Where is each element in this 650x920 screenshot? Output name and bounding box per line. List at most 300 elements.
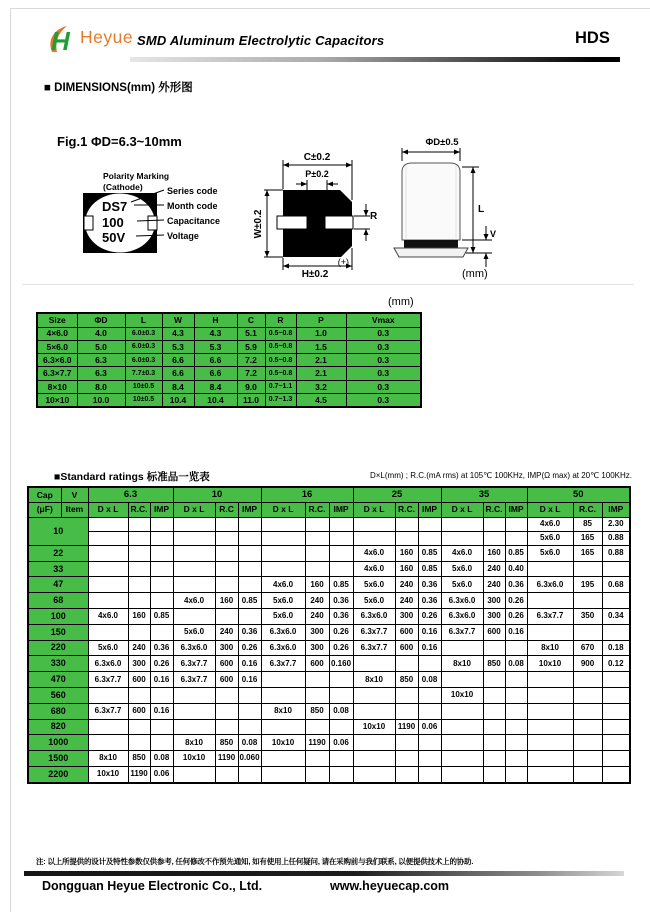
rating-cell: 8x10 [261, 703, 305, 719]
rating-cell [573, 766, 602, 783]
cap-header-unit: (μF) [28, 502, 61, 517]
rating-cell [88, 735, 128, 751]
cap-value-cell: 22 [28, 545, 88, 561]
dim-cell: 6.6 [162, 367, 194, 380]
rating-cell: 0.060 [238, 751, 261, 767]
dim-col-header: H [194, 313, 237, 327]
dim-cell: 5.9 [237, 340, 265, 353]
rating-cell [128, 545, 150, 561]
item-header-label: Item [61, 502, 88, 517]
rating-cell [238, 609, 261, 625]
rating-cell [88, 577, 128, 593]
rating-cell: 6.3x6.0 [441, 593, 483, 609]
heyue-logo [44, 24, 133, 56]
rating-cell [88, 593, 128, 609]
rating-cell [261, 517, 305, 531]
ratings-row [28, 577, 630, 593]
voltage-header: 50 [527, 487, 630, 502]
rating-cell: 0.08 [329, 703, 353, 719]
rating-cell: 240 [305, 609, 329, 625]
dim-cell: 7.2 [237, 367, 265, 380]
rating-cell [483, 719, 505, 735]
dim-cell: 8.0 [77, 380, 125, 393]
rating-subheader: D x L [353, 502, 395, 517]
rating-cell: 0.36 [329, 593, 353, 609]
rating-cell: 6.3x7.7 [353, 624, 395, 640]
rating-cell [505, 672, 527, 688]
cap-value-cell: 560 [28, 687, 88, 703]
dim-cell: 6.3×6.0 [37, 354, 77, 367]
dim-col-header: Size [37, 313, 77, 327]
rating-cell [527, 561, 573, 577]
rating-cell: 670 [573, 640, 602, 656]
rating-cell [305, 687, 329, 703]
rating-cell [261, 545, 305, 561]
rating-cell [88, 687, 128, 703]
rating-cell: 0.18 [602, 640, 630, 656]
polarity-title-1: Polarity Marking [103, 171, 170, 181]
dim-col-header: L [125, 313, 162, 327]
rating-cell [353, 517, 395, 531]
rating-cell [215, 531, 238, 545]
rating-cell: 4x6.0 [261, 577, 305, 593]
rating-cell: 5x6.0 [527, 531, 573, 545]
rating-cell: 5x6.0 [261, 593, 305, 609]
ratings-row [28, 751, 630, 767]
dim-cell: 4.0 [77, 327, 125, 340]
rating-cell [527, 624, 573, 640]
rating-cell [505, 719, 527, 735]
rating-cell [353, 735, 395, 751]
rating-cell: 300 [395, 609, 418, 625]
rating-cell [215, 703, 238, 719]
rating-cell: 1190 [305, 735, 329, 751]
rating-cell [215, 766, 238, 783]
dim-cell: 4.3 [162, 327, 194, 340]
footer-rule [24, 871, 624, 876]
rating-cell: 8x10 [173, 735, 215, 751]
rating-cell: 0.36 [505, 577, 527, 593]
rating-cell [238, 577, 261, 593]
dim-cell: 5.0 [77, 340, 125, 353]
voltage-header: 16 [261, 487, 353, 502]
ratings-row [28, 593, 630, 609]
rating-cell [505, 531, 527, 545]
callout-capacitance: Capacitance [167, 216, 221, 226]
rating-cell: 0.36 [418, 593, 441, 609]
rating-subheader: IMP [505, 502, 527, 517]
dim-cell: 6.6 [194, 354, 237, 367]
rating-cell: 8x10 [441, 656, 483, 672]
rating-cell [261, 719, 305, 735]
series-code: HDS [575, 29, 610, 47]
voltage-header: 6.3 [88, 487, 173, 502]
rating-cell [505, 766, 527, 783]
rating-cell: 0.26 [329, 640, 353, 656]
rating-cell [573, 751, 602, 767]
dim-cell: 6.6 [162, 354, 194, 367]
rating-cell: 0.16 [238, 656, 261, 672]
rating-cell: 4x6.0 [441, 545, 483, 561]
rating-cell [329, 751, 353, 767]
dim-cell: 0.5~0.8 [265, 367, 296, 380]
figure-caption: Fig.1 ΦD=6.3~10mm [57, 134, 182, 149]
rating-cell [128, 735, 150, 751]
rating-cell [150, 735, 173, 751]
rating-cell [173, 577, 215, 593]
rating-cell [128, 719, 150, 735]
rating-cell [483, 672, 505, 688]
company-name: Dongguan Heyue Electronic Co., Ltd. [42, 879, 263, 893]
dim-col-header: C [237, 313, 265, 327]
rating-cell [88, 531, 128, 545]
ratings-row [28, 561, 630, 577]
rating-cell [602, 703, 630, 719]
rating-cell [128, 517, 150, 531]
rating-cell: 0.16 [238, 672, 261, 688]
rating-cell: 6.3x7.7 [441, 624, 483, 640]
rating-subheader: R.C. [395, 502, 418, 517]
dim-cell: 1.0 [296, 327, 346, 340]
rating-cell [150, 577, 173, 593]
rating-cell [602, 687, 630, 703]
rating-cell: 240 [128, 640, 150, 656]
cap-header: Cap [28, 487, 61, 502]
rating-subheader: R.C [215, 502, 238, 517]
dim-cell: 10±0.5 [125, 393, 162, 406]
rating-cell [88, 719, 128, 735]
rating-cell [305, 517, 329, 531]
rating-cell [215, 577, 238, 593]
rating-subheader: D x L [173, 502, 215, 517]
rating-cell [602, 624, 630, 640]
rating-cell [215, 545, 238, 561]
rating-cell [173, 687, 215, 703]
marking-capacitance-line: 100 [102, 215, 124, 230]
dim-cell: 0.7~1.3 [265, 393, 296, 406]
rating-cell: 10x10 [173, 751, 215, 767]
rating-cell: 300 [483, 609, 505, 625]
rating-cell [483, 517, 505, 531]
rating-cell: 8x10 [527, 640, 573, 656]
rating-cell [527, 735, 573, 751]
rating-cell [418, 735, 441, 751]
dim-cell: 0.7~1.1 [265, 380, 296, 393]
rating-subheader: IMP [602, 502, 630, 517]
rating-subheader: R.C. [305, 502, 329, 517]
rating-cell [150, 593, 173, 609]
rating-cell: 240 [395, 593, 418, 609]
rating-cell [602, 672, 630, 688]
rating-cell: 5x6.0 [173, 624, 215, 640]
rating-cell: 6.3x6.0 [353, 609, 395, 625]
rating-cell: 6.3x7.7 [173, 672, 215, 688]
capacitor-bottom-view [253, 152, 378, 280]
rating-cell [329, 719, 353, 735]
voltage-header: 10 [173, 487, 261, 502]
rating-cell [441, 640, 483, 656]
rating-cell [88, 545, 128, 561]
rating-cell: 0.06 [329, 735, 353, 751]
rating-cell: 0.26 [329, 624, 353, 640]
rating-cell [305, 672, 329, 688]
ratings-row [28, 517, 630, 531]
rating-cell [441, 735, 483, 751]
cap-value-cell: 820 [28, 719, 88, 735]
rating-cell [150, 517, 173, 531]
rating-cell [305, 766, 329, 783]
rating-cell: 240 [305, 593, 329, 609]
rating-cell [483, 640, 505, 656]
rating-cell: 240 [483, 577, 505, 593]
rating-cell: 5x6.0 [353, 577, 395, 593]
rating-cell [441, 672, 483, 688]
rating-subheader: IMP [418, 502, 441, 517]
dim-cell: 10±0.5 [125, 380, 162, 393]
rating-subheader: R.C. [128, 502, 150, 517]
cap-value-cell: 1000 [28, 735, 88, 751]
dim-label-l: L [478, 204, 485, 215]
ratings-row [28, 672, 630, 688]
rating-cell [483, 751, 505, 767]
ratings-heading: ■Standard ratings 标准品一览表 [54, 471, 210, 483]
rating-cell: 6.3x7.7 [527, 609, 573, 625]
rating-cell: 6.3x6.0 [261, 624, 305, 640]
rating-cell: 4x6.0 [353, 561, 395, 577]
rating-cell [527, 766, 573, 783]
rating-cell [353, 656, 395, 672]
rating-cell [353, 703, 395, 719]
rating-cell: 6.3x7.7 [88, 703, 128, 719]
rating-cell: 300 [483, 593, 505, 609]
dim-cell: 6.3 [77, 354, 125, 367]
rating-cell: 5x6.0 [88, 640, 128, 656]
rating-cell: 0.16 [150, 703, 173, 719]
rating-cell: 10x10 [441, 687, 483, 703]
rating-cell [238, 703, 261, 719]
rating-cell: 0.88 [602, 545, 630, 561]
rating-cell [238, 719, 261, 735]
dim-cell: 6.0±0.3 [125, 354, 162, 367]
dim-cell: 10×10 [37, 393, 77, 406]
dim-cell: 0.3 [346, 327, 421, 340]
rating-cell [602, 766, 630, 783]
rating-cell [173, 703, 215, 719]
rating-cell [238, 766, 261, 783]
rating-cell [527, 593, 573, 609]
heyue-logo-icon [44, 24, 78, 56]
dim-label-w: W±0.2 [253, 209, 264, 239]
units-label: (mm) [388, 296, 414, 308]
rating-cell [150, 719, 173, 735]
rating-cell [261, 766, 305, 783]
rating-cell: 300 [305, 640, 329, 656]
marking-series-line: DS7 [102, 199, 128, 214]
rating-cell: 0.08 [150, 751, 173, 767]
rating-cell [602, 561, 630, 577]
dim-row [37, 367, 421, 380]
voltage-header: 35 [441, 487, 527, 502]
ratings-row [28, 531, 630, 545]
rating-cell [173, 719, 215, 735]
logo-letter: H [51, 26, 70, 56]
rating-cell [329, 766, 353, 783]
rating-cell [418, 687, 441, 703]
rating-cell [88, 517, 128, 531]
rating-cell [527, 687, 573, 703]
callout-month-code: Month code [167, 201, 218, 211]
rating-subheader: IMP [329, 502, 353, 517]
rating-cell: 6.3x6.0 [527, 577, 573, 593]
rating-cell [573, 703, 602, 719]
rating-cell [573, 624, 602, 640]
rating-cell [418, 703, 441, 719]
rating-cell: 0.26 [238, 640, 261, 656]
rating-cell [128, 624, 150, 640]
rating-subheader: D x L [88, 502, 128, 517]
dim-cell: 5×6.0 [37, 340, 77, 353]
rating-cell: 160 [483, 545, 505, 561]
marking-voltage-line: 50V [102, 230, 126, 245]
capacitor-side-view [394, 137, 496, 280]
rating-cell: 8x10 [88, 751, 128, 767]
dim-cell: 4×6.0 [37, 327, 77, 340]
dim-col-header: W [162, 313, 194, 327]
rating-cell [602, 593, 630, 609]
rating-cell: 4x6.0 [353, 545, 395, 561]
item-header: V [61, 487, 88, 502]
rating-cell: 600 [128, 672, 150, 688]
rating-cell: 1190 [128, 766, 150, 783]
rating-cell: 300 [128, 656, 150, 672]
dim-cell: 9.0 [237, 380, 265, 393]
figure-divider [22, 284, 634, 285]
rating-cell: 240 [215, 624, 238, 640]
rating-cell: 5x6.0 [261, 609, 305, 625]
rating-cell [418, 656, 441, 672]
ratings-row [28, 766, 630, 783]
rating-cell: 0.85 [418, 545, 441, 561]
rating-cell [505, 517, 527, 531]
cap-value-cell: 10 [28, 517, 88, 545]
dim-label-p: P±0.2 [305, 169, 329, 179]
rating-cell: 8x10 [353, 672, 395, 688]
rating-cell: 0.26 [505, 593, 527, 609]
rating-cell: 6.3x6.0 [88, 656, 128, 672]
rating-cell [238, 531, 261, 545]
dim-col-header: P [296, 313, 346, 327]
rating-cell [150, 545, 173, 561]
voltage-header: 25 [353, 487, 441, 502]
ratings-row [28, 545, 630, 561]
rating-cell [505, 735, 527, 751]
dim-cell: 10.4 [194, 393, 237, 406]
rating-cell [441, 703, 483, 719]
header-rule [130, 57, 620, 62]
rating-cell [527, 751, 573, 767]
rating-cell: 0.06 [418, 719, 441, 735]
rating-cell [238, 687, 261, 703]
rating-cell [329, 545, 353, 561]
rating-cell: 850 [128, 751, 150, 767]
rating-cell [128, 593, 150, 609]
rating-cell [173, 517, 215, 531]
dim-cell: 0.3 [346, 393, 421, 406]
dim-header-row [37, 313, 421, 327]
rating-cell [441, 517, 483, 531]
page-edge-left [10, 8, 11, 912]
rating-cell [395, 687, 418, 703]
dim-row [37, 380, 421, 393]
dim-label-r: R [370, 211, 378, 222]
dim-label-plus: (+) [337, 257, 349, 267]
rating-cell [261, 687, 305, 703]
rating-cell [395, 517, 418, 531]
rating-cell [527, 719, 573, 735]
ratings-row [28, 687, 630, 703]
rating-cell: 0.26 [505, 609, 527, 625]
cap-value-cell: 68 [28, 593, 88, 609]
rating-cell [128, 531, 150, 545]
rating-cell [173, 609, 215, 625]
rating-cell: 10x10 [88, 766, 128, 783]
rating-cell: 160 [395, 561, 418, 577]
rating-cell: 0.40 [505, 561, 527, 577]
rating-cell: 0.26 [150, 656, 173, 672]
rating-cell [305, 751, 329, 767]
cap-value-cell: 47 [28, 577, 88, 593]
rating-cell [215, 609, 238, 625]
rating-cell: 0.160 [329, 656, 353, 672]
rating-cell: 0.36 [418, 577, 441, 593]
rating-cell: 2.30 [602, 517, 630, 531]
cap-value-cell: 330 [28, 656, 88, 672]
dim-cell: 5.3 [162, 340, 194, 353]
rating-cell: 160 [128, 609, 150, 625]
rating-cell [505, 751, 527, 767]
dim-cell: 0.3 [346, 380, 421, 393]
dim-cell: 0.5~0.8 [265, 340, 296, 353]
rating-cell [353, 531, 395, 545]
rating-cell: 350 [573, 609, 602, 625]
rating-cell [602, 751, 630, 767]
rating-cell: 240 [395, 577, 418, 593]
dim-label-mm: (mm) [462, 268, 488, 280]
cap-value-cell: 220 [28, 640, 88, 656]
rating-cell [395, 656, 418, 672]
dim-cell: 0.3 [346, 354, 421, 367]
ratings-row [28, 719, 630, 735]
rating-cell: 850 [215, 735, 238, 751]
rating-cell: 0.85 [418, 561, 441, 577]
rating-cell [173, 766, 215, 783]
rating-cell: 0.12 [602, 656, 630, 672]
dim-cell: 2.1 [296, 367, 346, 380]
dim-cell: 8.4 [194, 380, 237, 393]
rating-cell: 160 [305, 577, 329, 593]
rating-cell: 5x6.0 [441, 561, 483, 577]
rating-cell [441, 531, 483, 545]
ratings-row [28, 656, 630, 672]
rating-cell [329, 531, 353, 545]
dim-cell: 0.5~0.8 [265, 354, 296, 367]
dim-cell: 6.0±0.3 [125, 327, 162, 340]
rating-cell [418, 531, 441, 545]
ratings-table [27, 486, 631, 784]
dim-cell: 8.4 [162, 380, 194, 393]
rating-subheader: D x L [441, 502, 483, 517]
dim-cell: 7.2 [237, 354, 265, 367]
